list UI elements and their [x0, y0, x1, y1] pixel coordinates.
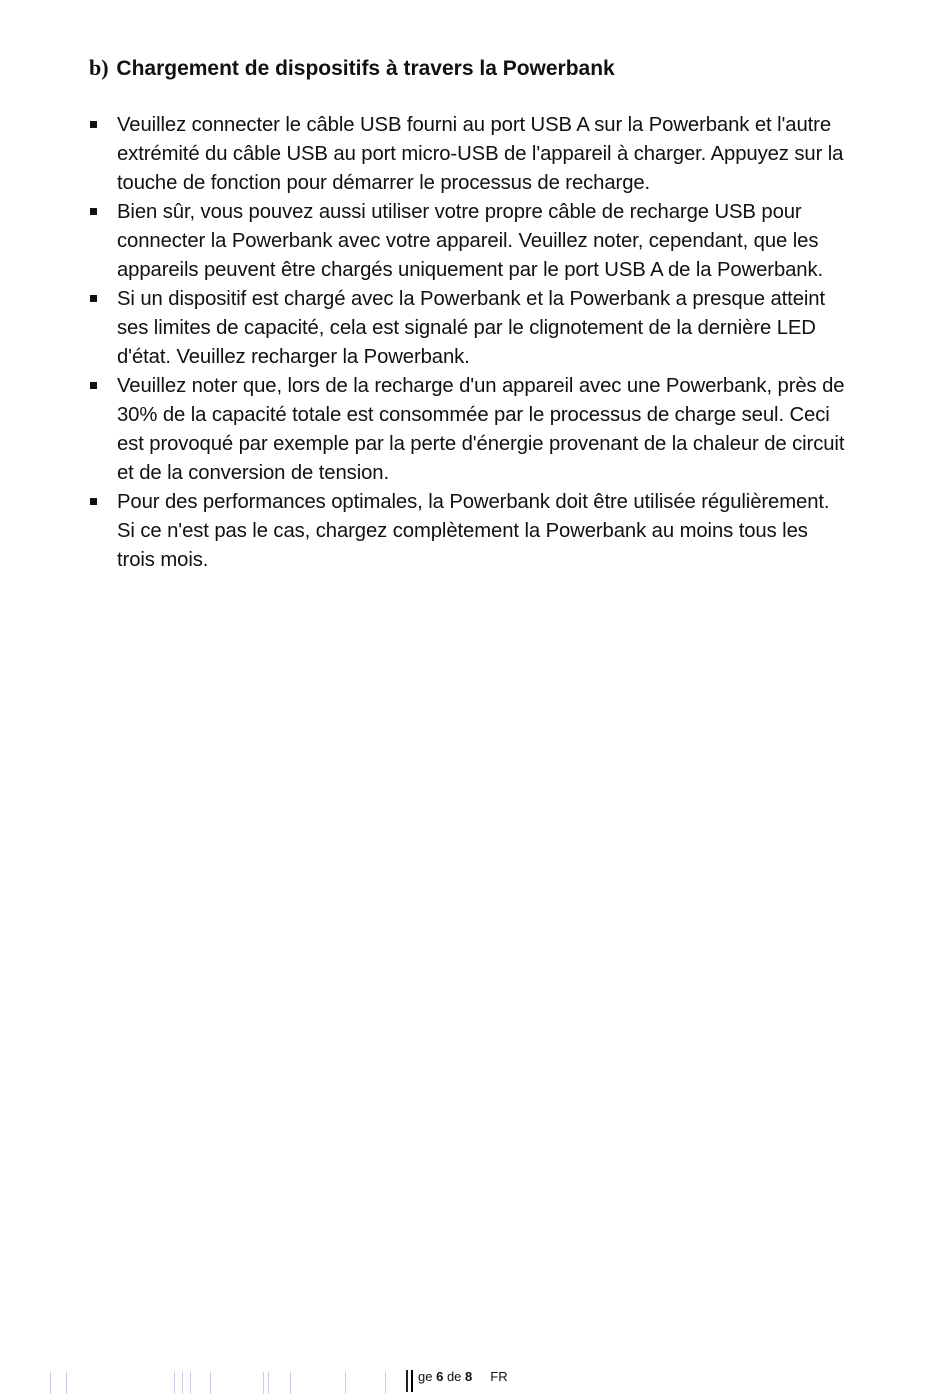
text-cursor-icon [404, 1366, 414, 1392]
page-current: 6 [436, 1369, 444, 1384]
square-bullet-icon [90, 295, 97, 302]
bullet-text: Bien sûr, vous pouvez aussi utiliser votre propre câble de recharge USB pour connecter la Powerbank avec votre appareil. Veuillez noter, cependant, que les appareils peuvent être chargés uniquement par le port USB A de la Powerbank. [117, 201, 824, 281]
bullet-item [89, 285, 849, 372]
page-prefix: ge [418, 1369, 433, 1384]
bullet-text: Si un dispositif est chargé avec la Powerbank et la Powerbank a presque atteint ses limites de capacité, cela est signalé par le clignotement de la dernière LED d'état. Veuillez recharger la Powerbank. [117, 288, 825, 368]
page-of: de [446, 1369, 462, 1384]
page-number [418, 1369, 472, 1384]
page-total: 8 [465, 1369, 473, 1384]
bullet-text: Pour des performances optimales, la Powerbank doit être utilisée régulièrement. Si ce n'est pas le cas, chargez complètement la Powerbank au moins tous les trois mois. [117, 491, 830, 571]
square-bullet-icon [90, 121, 97, 128]
square-bullet-icon [90, 498, 97, 505]
bullet-text: Veuillez noter que, lors de la recharge d'un appareil avec une Powerbank, près de 30% de la capacité totale est consommée par le processus de charge seul. Ceci est provoqué par exemple par la perte d'énergie provenant de la chaleur de circuit et de la conversion de tension. [117, 375, 845, 484]
square-bullet-icon [90, 382, 97, 389]
bullet-item [89, 488, 849, 575]
bullet-list [89, 111, 849, 575]
bullet-item [89, 111, 849, 198]
language-code: FR [490, 1369, 508, 1384]
section-heading [89, 55, 615, 81]
section-title: Chargement de dispositifs à travers la Powerbank [116, 57, 615, 80]
bullet-item [89, 198, 849, 285]
square-bullet-icon [90, 208, 97, 215]
page-footer [404, 1366, 508, 1392]
section-letter: b) [89, 55, 109, 80]
scan-artifact-marks [0, 1372, 400, 1396]
bullet-item [89, 372, 849, 488]
bullet-text: Veuillez connecter le câble USB fourni au port USB A sur la Powerbank et l'autre extrémité du câble USB au port micro-USB de l'appareil à charger. Appuyez sur la touche de fonction pour démarrer le processus de recharge. [117, 114, 844, 194]
